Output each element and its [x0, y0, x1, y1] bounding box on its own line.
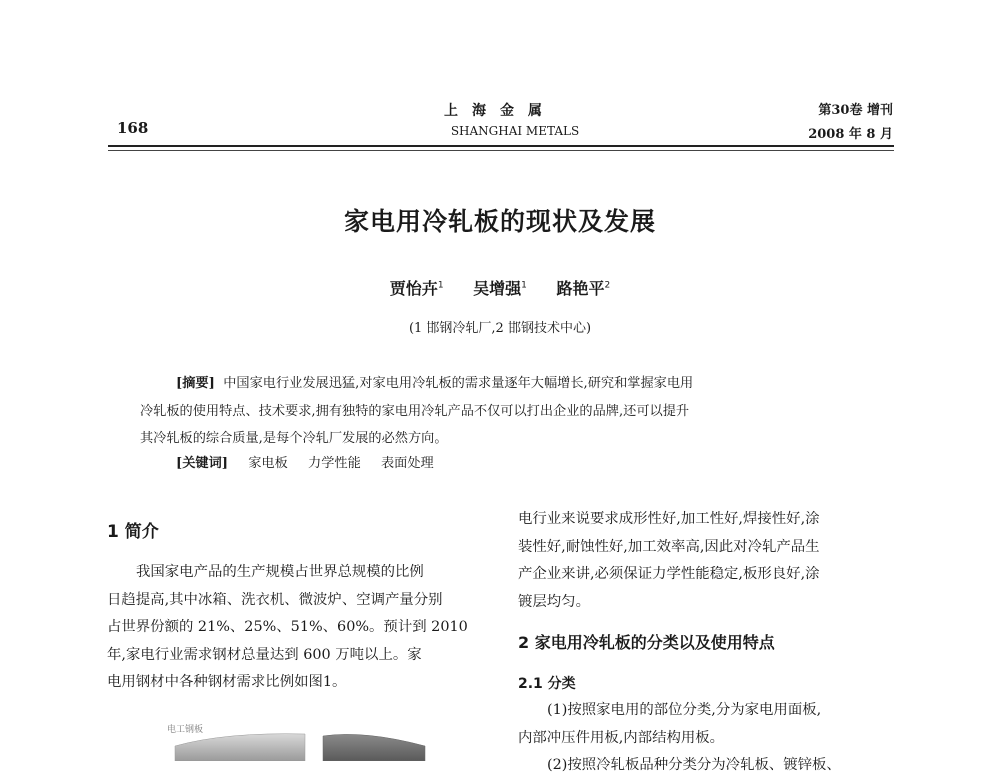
- paragraph-line: 电用钢材中各种钢材需求比例如图1。: [107, 674, 347, 691]
- abstract-tag: [摘要]: [176, 376, 215, 391]
- section-heading: 2 家电用冷轧板的分类以及使用特点: [518, 633, 775, 652]
- page-number: 168: [117, 119, 149, 137]
- paragraph-line: 装性好,耐蚀性好,加工效率高,因此对冷轧产品生: [518, 538, 820, 555]
- continued-paragraph: [518, 506, 898, 616]
- keywords-tag: [关键词]: [176, 456, 229, 471]
- paragraph-line: 我国家电产品的生产规模占世界总规模的比例: [136, 564, 424, 580]
- paragraph-line: 镀层均匀。: [518, 593, 590, 610]
- abstract-line: [摘要] 中国家电行业发展迅猛,对家电用冷轧板的需求量逐年大幅增长,研究和掌握家电用: [176, 376, 694, 391]
- subsection-heading: 2.1 分类: [518, 676, 576, 692]
- paragraph-line: 年,家电行业需求钢材总量达到 600 万吨以上。家: [107, 646, 422, 663]
- paragraph-line: (1)按照家电用的部位分类,分为家电用面板,: [547, 702, 822, 718]
- section-heading: 1 简介: [107, 522, 159, 542]
- figure-label: 电工钢板: [167, 725, 204, 735]
- journal-title-cn: 上海金属: [444, 103, 556, 119]
- abstract-line: 其冷轧板的综合质量,是每个冷轧厂发展的必然方向。: [140, 431, 448, 446]
- paragraph-line: (2)按照冷轧板品种分类分为冷轧板、镀锌板、: [547, 757, 841, 774]
- affiliation: (1 邯钢冷轧厂,2 邯钢技术中心): [408, 321, 592, 336]
- author: 路艳平$^2$: [556, 279, 611, 298]
- keyword: 表面处理: [380, 456, 434, 471]
- journal-date: 2008 年 8 月: [808, 127, 893, 142]
- keyword: 家电板: [248, 456, 288, 471]
- author: 吴增强$^1$: [473, 279, 527, 298]
- paragraph-line: 占世界份额的 21%、25%、51%、60%。预计到 2010: [107, 619, 468, 636]
- abstract: [140, 370, 865, 453]
- keyword: 力学性能: [308, 456, 361, 471]
- journal-title-en: SHANGHAI METALS: [450, 124, 580, 138]
- figure-graphic: [155, 716, 455, 761]
- paragraph-line: 日趋提高,其中冰箱、洗衣机、微波炉、空调产量分别: [107, 591, 443, 608]
- journal-issue: 第30卷 增刊: [818, 103, 893, 118]
- paragraph-line: 电行业来说要求成形性好,加工性好,焊接性好,涂: [518, 511, 820, 527]
- article-title: 家电用冷轧板的现状及发展: [343, 207, 656, 236]
- classification-paragraph: [518, 697, 898, 780]
- abstract-line: 冷轧板的使用特点、技术要求,拥有独特的家电用冷轧产品不仅可以打出企业的品牌,还可以提升: [140, 403, 690, 419]
- header-rule-thin: [108, 150, 894, 151]
- author-list: [0, 276, 1000, 299]
- intro-paragraph: [107, 559, 487, 697]
- keywords: [176, 452, 434, 471]
- paragraph-line: 内部冲压件用板,内部结构用板。: [518, 729, 725, 746]
- paragraph-line: 产企业来讲,必须保证力学性能稳定,板形良好,涂: [518, 566, 820, 583]
- header-rule: [108, 145, 894, 147]
- figure-1: [155, 716, 455, 761]
- author: 贾怡卉$^1$: [389, 279, 444, 298]
